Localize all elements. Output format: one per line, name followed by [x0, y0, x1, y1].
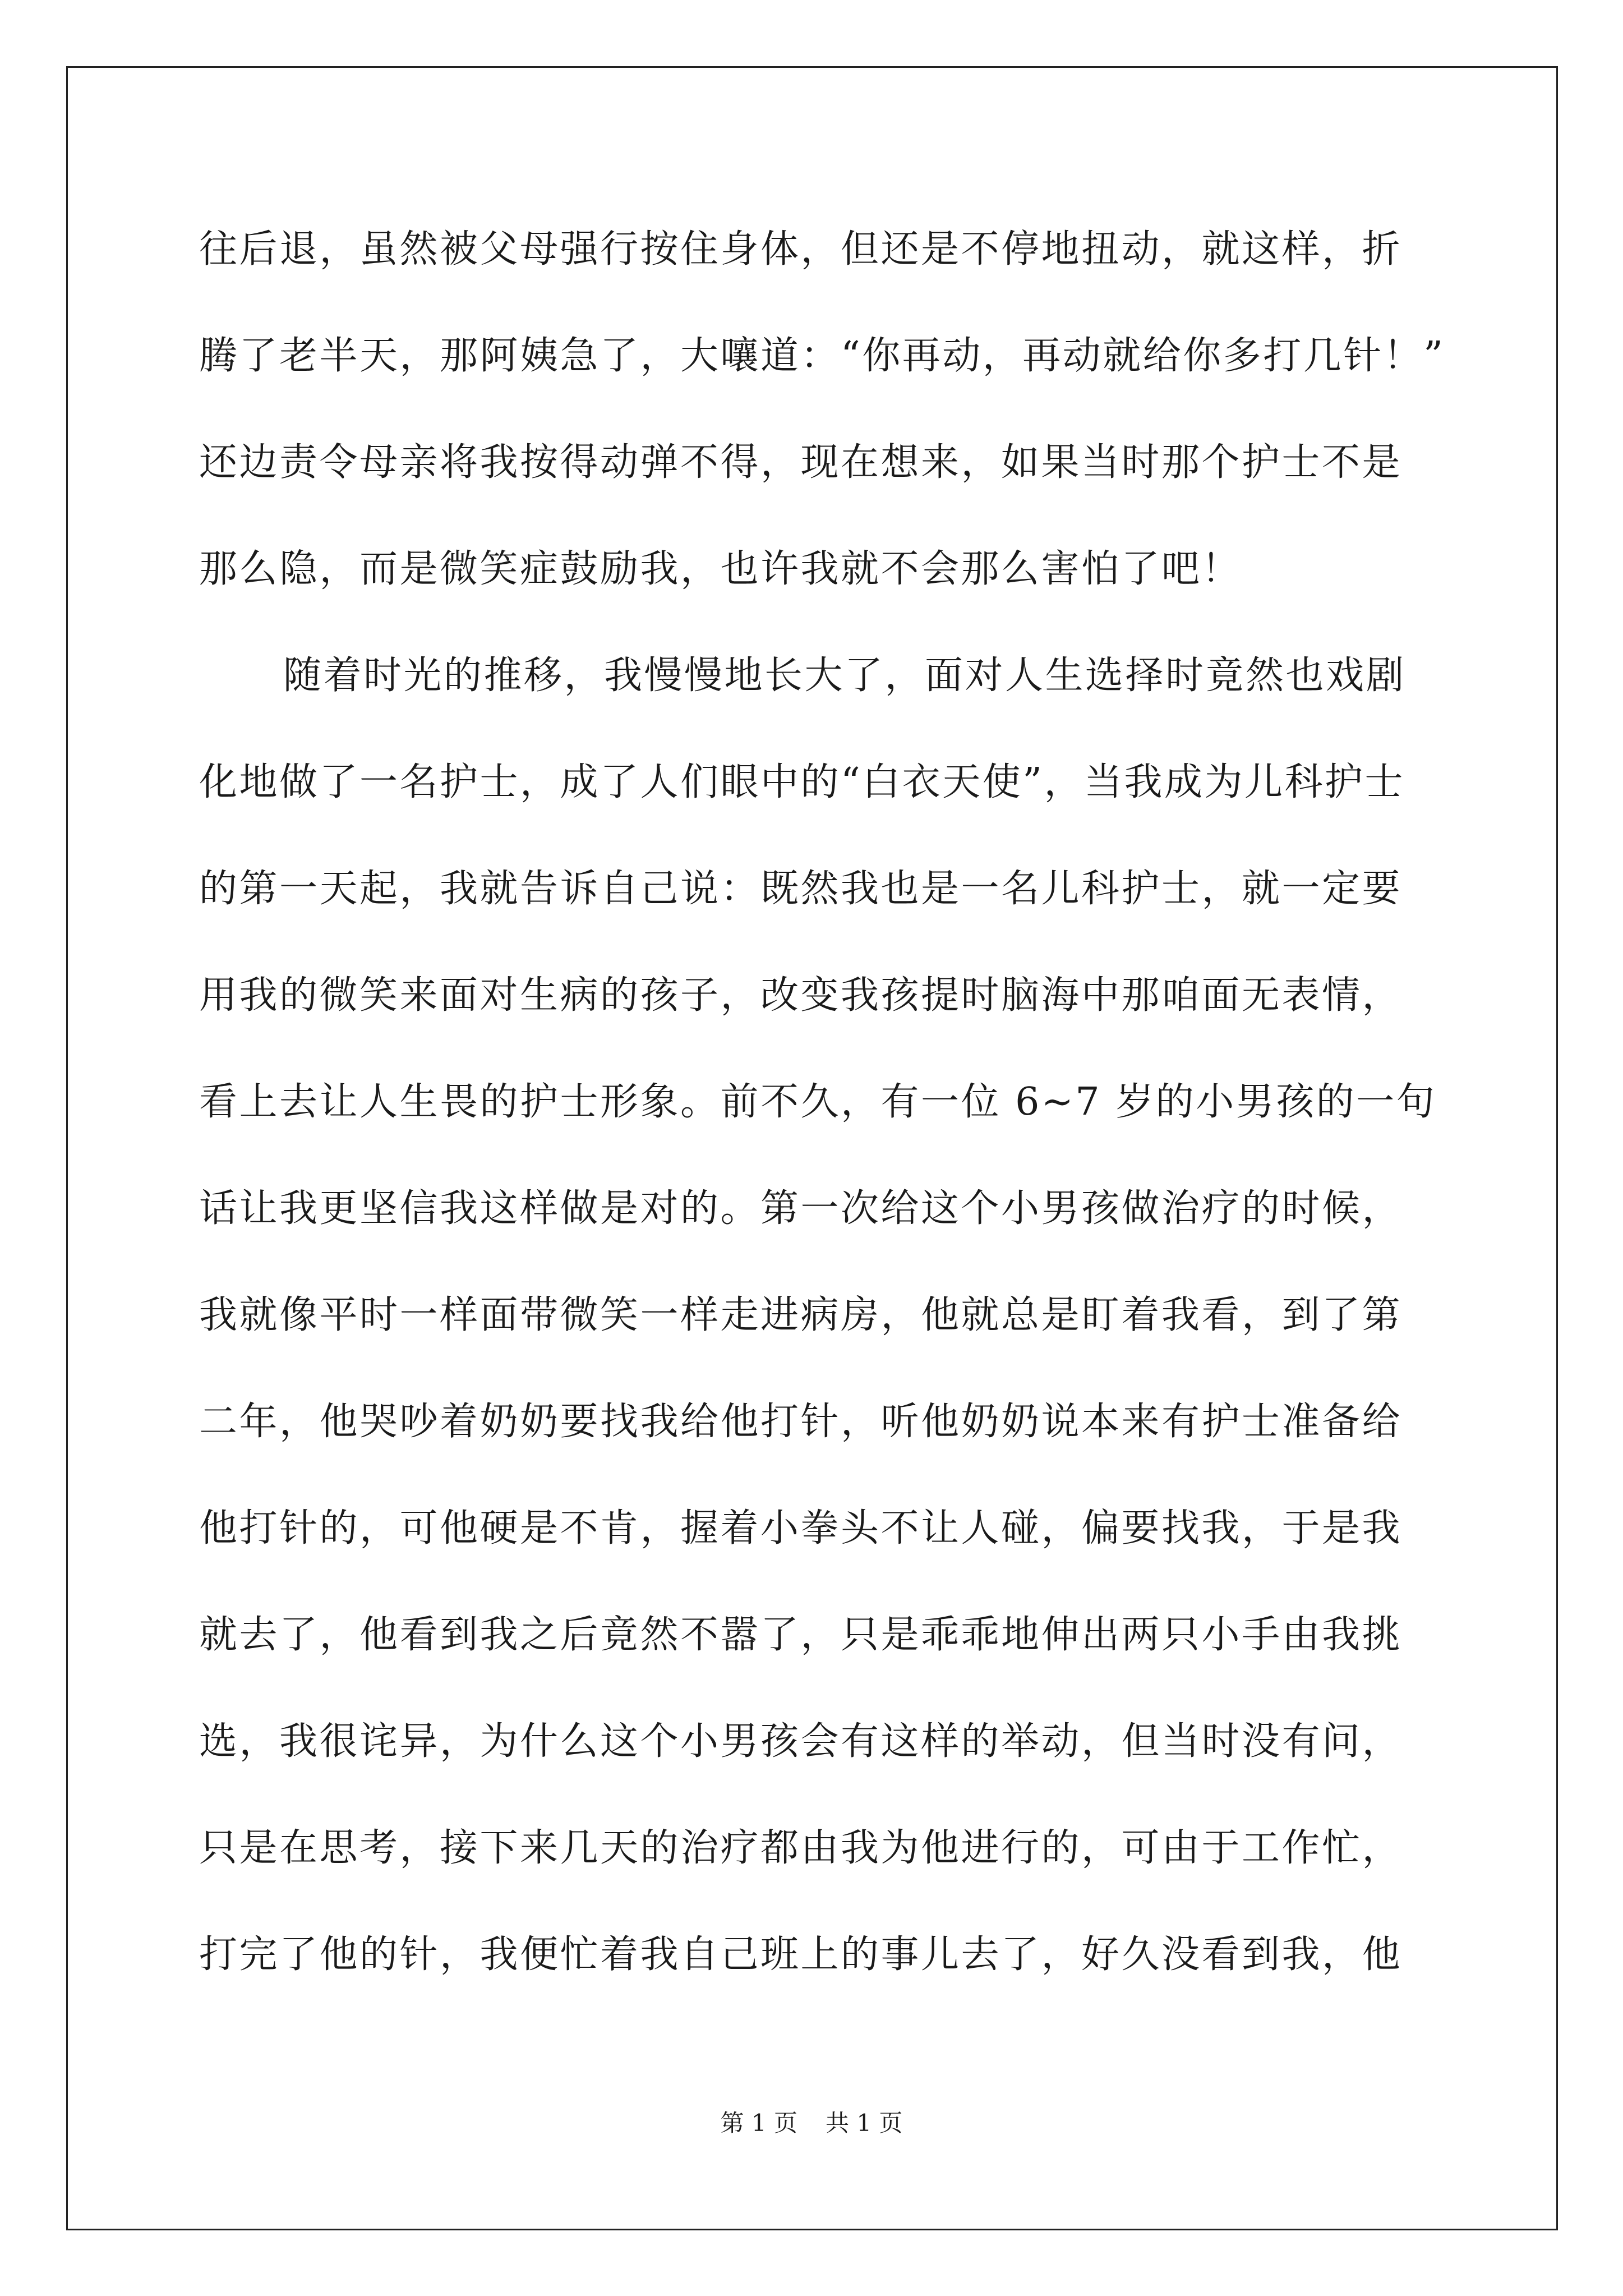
text-line: 看上去让人生畏的护士形象。前不久，有一位 6~7 岁的小男孩的一句	[199, 1080, 1437, 1124]
text-line: 打完了他的针，我便忙着我自己班上的事儿去了，好久没看到我，他	[199, 1932, 1403, 1977]
text-line: 往后退，虽然被父母强行按住身体，但还是不停地扭动，就这样，折	[199, 227, 1403, 272]
paragraph-start-line: 随着时光的推移，我慢慢地长大了，面对人生选择时竟然也戏剧	[283, 654, 1407, 698]
page-number: 第 1 页	[720, 2109, 797, 2137]
text-line: 就去了，他看到我之后竟然不嚣了，只是乖乖地伸出两只小手由我挑	[199, 1613, 1403, 1657]
text-line: 的第一天起，我就告诉自己说：既然我也是一名儿科护士，就一定要	[199, 867, 1403, 911]
text-line: 腾了老半天，那阿姨急了，大嚷道：“你再动，再动就给你多打几针！”	[199, 334, 1445, 378]
text-line: 只是在思考，接下来几天的治疗都由我为他进行的，可由于工作忙，	[199, 1826, 1403, 1870]
text-line: 用我的微笑来面对生病的孩子，改变我孩提时脑海中那咱面无表情，	[199, 973, 1403, 1018]
text-line: 选，我很诧异，为什么这个小男孩会有这样的举动，但当时没有问，	[199, 1719, 1403, 1764]
page-total: 共 1 页	[826, 2109, 903, 2137]
text-line: 还边责令母亲将我按得动弹不得，现在想来，如果当时那个护士不是	[199, 440, 1403, 485]
text-line: 化地做了一名护士，成了人们眼中的“白衣天使”，当我成为儿科护士	[199, 760, 1405, 804]
text-line: 我就像平时一样面带微笑一样走进病房，他就总是盯着我看，到了第	[199, 1293, 1403, 1337]
text-line: 二年，他哭吵着奶奶要找我给他打针，听他奶奶说本来有护士准备给	[199, 1400, 1403, 1444]
page-footer	[0, 2109, 1623, 2137]
text-line: 他打针的，可他硬是不肯，握着小拳头不让人碰，偏要找我，于是我	[199, 1506, 1403, 1550]
document-body	[199, 222, 1445, 2033]
text-line: 话让我更坚信我这样做是对的。第一次给这个小男孩做治疗的时候，	[199, 1186, 1403, 1231]
text-line: 那么隐，而是微笑症鼓励我，也许我就不会那么害怕了吧！	[199, 547, 1242, 591]
